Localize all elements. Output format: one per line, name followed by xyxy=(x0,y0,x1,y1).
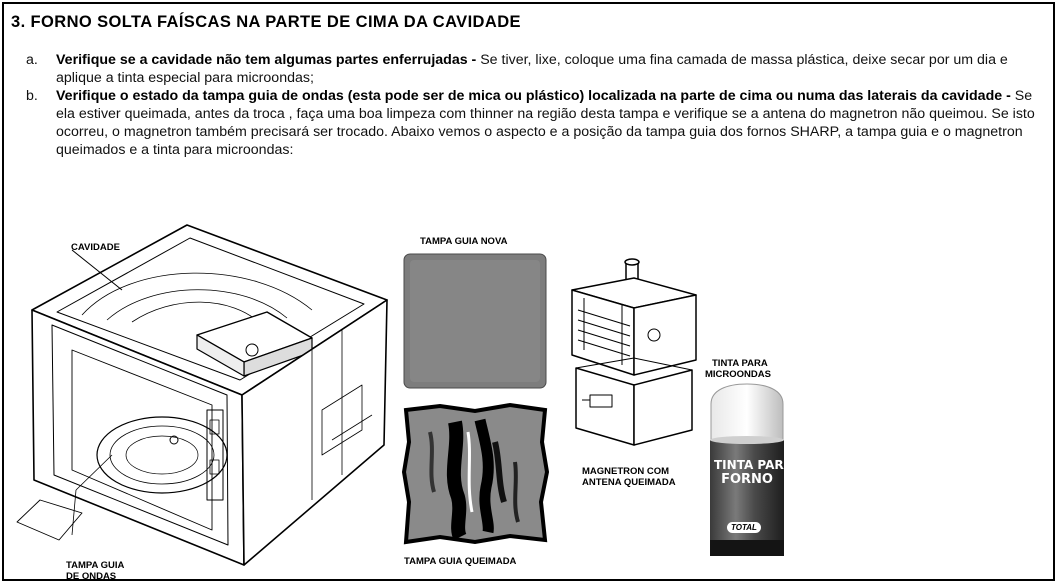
new-waveguide-cover-image xyxy=(400,248,550,394)
label-tampa-guia-nova: TAMPA GUIA NOVA xyxy=(420,236,508,247)
document-frame xyxy=(2,2,1055,581)
item-bold-text: Verifique se a cavidade não tem algumas partes enferrujadas - xyxy=(56,52,477,68)
can-text-line2: FORNO xyxy=(721,472,773,487)
burned-waveguide-cover-image xyxy=(400,402,550,546)
item-text: Se tiver, lixe, coloque uma fina camada de massa plástica, deixe secar por um dia e aplique a tinta especial para microondas; xyxy=(56,52,1008,86)
magnetron-illustration xyxy=(564,250,704,450)
label-cavidade: CAVIDADE xyxy=(71,242,120,253)
list-item xyxy=(26,51,1048,87)
section-heading: 3. FORNO SOLTA FAÍSCAS NA PARTE DE CIMA DA CAVIDADE xyxy=(11,13,521,31)
item-text: Se ela estiver queimada, antes da troca , faça uma boa limpeza com thinner na região desta tampa e verifique se a antena do magnetron não queimou. Se isto ocorreu, o magnetron também precisará ser trocado. Abaixo vemos o aspecto e a posição da tampa guia dos fornos SHARP, a tampa guia e o magnetron queimados e a tinta para microondas: xyxy=(56,88,1035,158)
can-text-line1: TINTA PARA xyxy=(714,458,793,472)
list-marker: a. xyxy=(26,52,38,68)
label-tampa-guia-ondas-2: DE ONDAS xyxy=(66,571,117,582)
label-magnetron-2: ANTENA QUEIMADA xyxy=(582,477,676,488)
list-item xyxy=(26,87,1048,159)
label-tinta-1: TINTA PARA xyxy=(712,358,768,369)
label-tampa-guia-queimada: TAMPA GUIA QUEIMADA xyxy=(404,556,517,567)
label-magnetron-1: MAGNETRON COM xyxy=(582,466,670,477)
list-marker: b. xyxy=(26,88,38,104)
item-bold-text: Verifique o estado da tampa guia de ondas (esta pode ser de mica ou plástico) localizada na parte de cima ou numa das laterais da cavidade - xyxy=(56,88,1011,104)
label-tinta-2: MICROONDAS xyxy=(705,369,771,380)
can-brand-logo: TOTAL xyxy=(727,522,761,533)
oven-cavity-illustration xyxy=(12,200,392,580)
label-tampa-guia-ondas-1: TAMPA GUIA xyxy=(66,560,125,571)
instruction-list xyxy=(26,51,1048,159)
